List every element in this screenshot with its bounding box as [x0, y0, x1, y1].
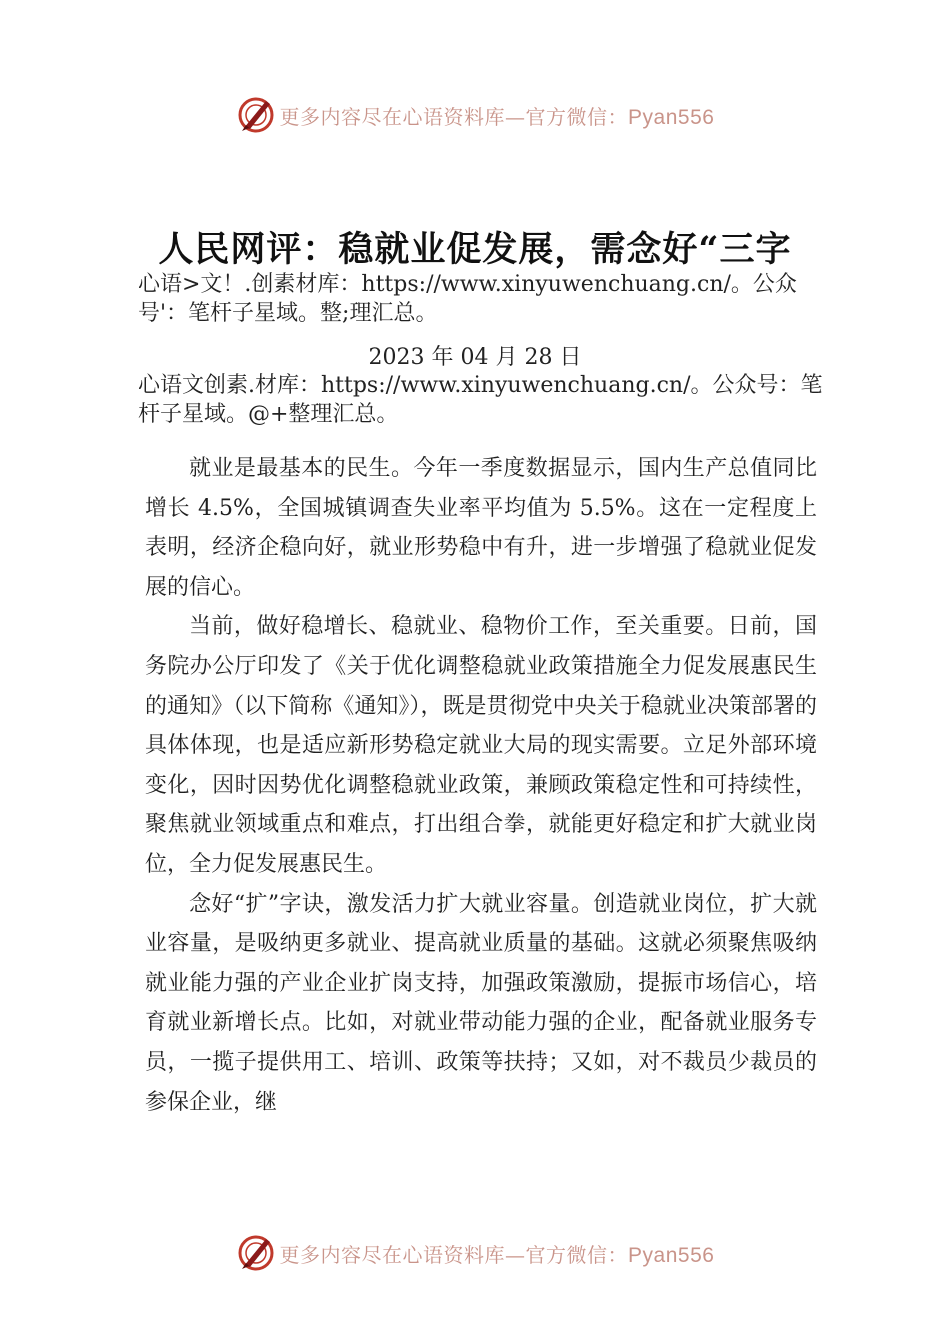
quill-seal-icon: [236, 1233, 276, 1273]
source-note-2: 心语文创素.材库：https://www.xinyuwenchuang.cn/。公众号：笔杆子星域。@+整理汇总。: [138, 373, 823, 427]
paragraph: 念好“扩”字诀，激发活力扩大就业容量。创造就业岗位，扩大就业容量，是吸纳更多就业、提高就业质量的基础。这就必须聚焦吸纳就业能力强的产业企业扩岗支持，加强政策激励，提振市场信心，培育就业新增长点。比如，对就业带动能力强的企业，配备就业服务专员，一揽子提供用工、培训、政策等扶持；又如，对不裁员少裁员的参保企业，继: [145, 891, 817, 1115]
banner-text: 更多内容尽在心语资料库—官方微信：Pyan556: [279, 1242, 715, 1267]
banner-text: 更多内容尽在心语资料库—官方微信：Pyan556: [279, 104, 715, 129]
source-note-1: 心语>文！.创素材库：https://www.xinyuwenchuang.cn/。公众号'：笔杆子星域。整;理汇总。: [138, 272, 797, 326]
wechat-id: Pyan556: [628, 105, 715, 129]
header-banner: [0, 93, 950, 137]
article-body: [145, 449, 817, 1122]
paragraph: 当前，做好稳增长、稳就业、稳物价工作，至关重要。日前，国务院办公厅印发了《关于优化调整稳就业政策措施全力促发展惠民生的通知》（以下简称《通知》），既是贯彻党中央关于稳就业决策部署的具体体现，也是适应新形势稳定就业大局的现实需要。立足外部环境变化，因时因势优化调整稳就业政策，兼顾政策稳定性和可持续性，聚焦就业领域重点和难点，打出组合拳，就能更好稳定和扩大就业岗位，全力促发展惠民生。: [145, 614, 817, 877]
footer-banner: [0, 1231, 950, 1275]
quill-seal-icon: [236, 95, 276, 135]
publish-date: 2023 年 04 月 28 日: [368, 345, 582, 370]
wechat-id: Pyan556: [628, 1243, 715, 1267]
article-title: 人民网评：稳就业促发展，需念好“三字: [158, 229, 792, 270]
paragraph: 就业是最基本的民生。今年一季度数据显示，国内生产总值同比增长 4.5%，全国城镇调查失业率平均值为 5.5%。这在一定程度上表明，经济企稳向好，就业形势稳中有升，进一步增强了稳就业促发展的信心。: [145, 456, 817, 600]
